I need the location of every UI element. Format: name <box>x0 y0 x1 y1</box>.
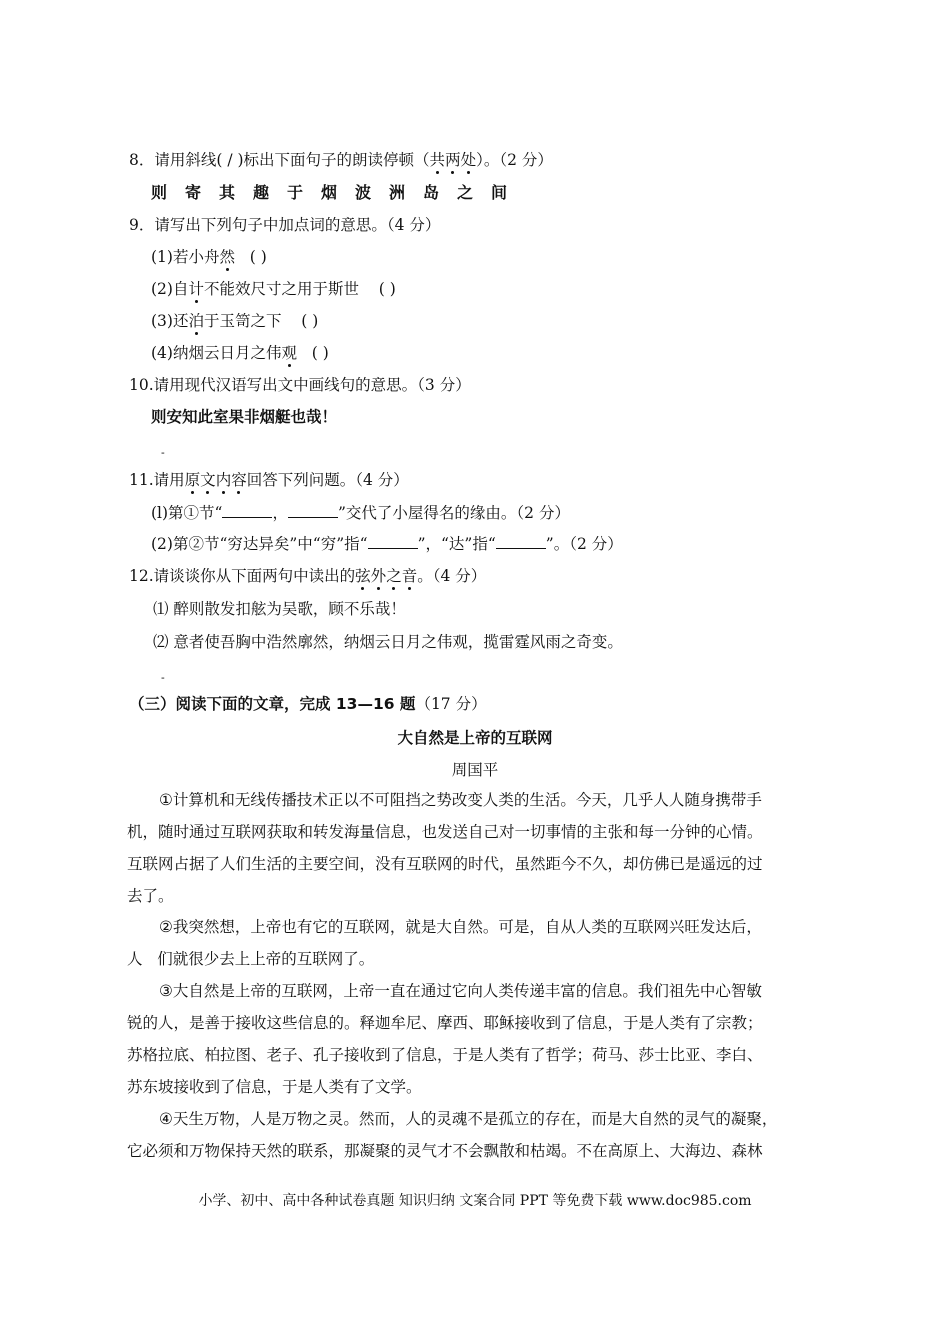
answer-blank[interactable] <box>288 503 338 518</box>
q11-sub-1: (l)第①节“ ， ”交代了小屋得名的缘由。（2 分） <box>151 504 570 522</box>
q9-item-1: (1)若小舟然 ( ) <box>151 248 267 266</box>
paragraph-line: 苏格拉底、柏拉图、老子、孔子接收到了信息，于是人类有了哲学；荷马、莎士比亚、李白、 <box>127 1046 763 1064</box>
q8-stem: 8．请用斜线( / )标出下面句子的朗读停顿（共两处）。（2 分） <box>129 151 553 169</box>
paragraph-line: 人 们就很少去上上帝的互联网了。 <box>127 950 375 968</box>
paragraph-line: ③大自然是上帝的互联网，上帝一直在通过它向人类传递丰富的信息。我们祖先中心智敏 <box>159 982 762 1000</box>
q9-item-2: (2)自计不能效尺寸之用于斯世 ( ) <box>151 280 396 298</box>
answer-blank[interactable] <box>368 534 418 549</box>
paragraph-line: 苏东坡接收到了信息，于是人类有了文学。 <box>127 1078 422 1096</box>
q10-sentence: 则安知此室果非烟艇也哉！ <box>151 408 338 426</box>
q12-answer-dash: - <box>161 671 165 684</box>
q9-item-4: (4)纳烟云日月之伟观 ( ) <box>151 344 329 362</box>
article-title: 大自然是上帝的互联网 <box>397 729 553 747</box>
q8-sentence: 则寄其趣于烟波洲岛之间 <box>151 183 526 202</box>
q10-answer-dash: - <box>161 446 165 459</box>
article-author: 周国平 <box>451 761 499 779</box>
paragraph-line: ②我突然想，上帝也有它的互联网，就是大自然。可是，自从人类的互联网兴旺发达后， <box>159 918 762 936</box>
page-footer: 小学、初中、高中各种试卷真题 知识归纳 文案合同 PPT 等免费下载 www.doc985.com <box>198 1193 752 1209</box>
q11-sub-2: (2)第②节“穷达异矣”中“穷”指“ ”，“达”指“ ”。（2 分） <box>151 535 623 553</box>
section-header: （三）阅读下面的文章，完成 13—16 题（17 分） <box>129 695 487 713</box>
paragraph-line: 机，随时通过互联网获取和转发海量信息，也发送自己对一切事情的主张和每一分钟的心情。 <box>127 823 763 841</box>
q9-item-3: (3)还泊于玉笥之下 ( ) <box>151 312 319 330</box>
q10-stem: 10.请用现代汉语写出文中画线句的意思。（3 分） <box>129 376 471 394</box>
q12-stem: 12.请谈谈你从下面两句中读出的弦外之音。（4 分） <box>129 567 487 585</box>
answer-blank[interactable] <box>496 534 546 549</box>
q9-stem: 9．请写出下列句子中加点词的意思。（4 分） <box>129 216 441 234</box>
paragraph-line: ④天生万物，人是万物之灵。然而，人的灵魂不是孤立的存在，而是大自然的灵气的凝聚， <box>159 1110 778 1128</box>
paragraph-line: 它必须和万物保持天然的联系，那凝聚的灵气才不会飘散和枯竭。不在高原上、大海边、森林 <box>127 1142 763 1160</box>
q11-stem: 11.请用原文内容回答下列问题。（4 分） <box>129 471 409 489</box>
answer-blank[interactable] <box>222 503 272 518</box>
paragraph-line: ①计算机和无线传播技术正以不可阻挡之势改变人类的生活。今天，几乎人人随身携带手 <box>159 791 762 809</box>
q12-sentence-2: ⑵ 意者使吾胸中浩然廓然，纳烟云日月之伟观，揽雷霆风雨之奇变。 <box>153 633 623 651</box>
q12-sentence-1: ⑴ 醉则散发扣舷为吴歌，顾不乐哉！ <box>153 600 406 618</box>
paragraph-line: 锐的人，是善于接收这些信息的。释迦牟尼、摩西、耶稣接收到了信息，于是人类有了宗教； <box>127 1014 763 1032</box>
paragraph-line: 互联网占据了人们生活的主要空间，没有互联网的时代，虽然距今不久，却仿佛已是遥远的过 <box>127 855 763 873</box>
paragraph-line: 去了。 <box>127 887 174 905</box>
